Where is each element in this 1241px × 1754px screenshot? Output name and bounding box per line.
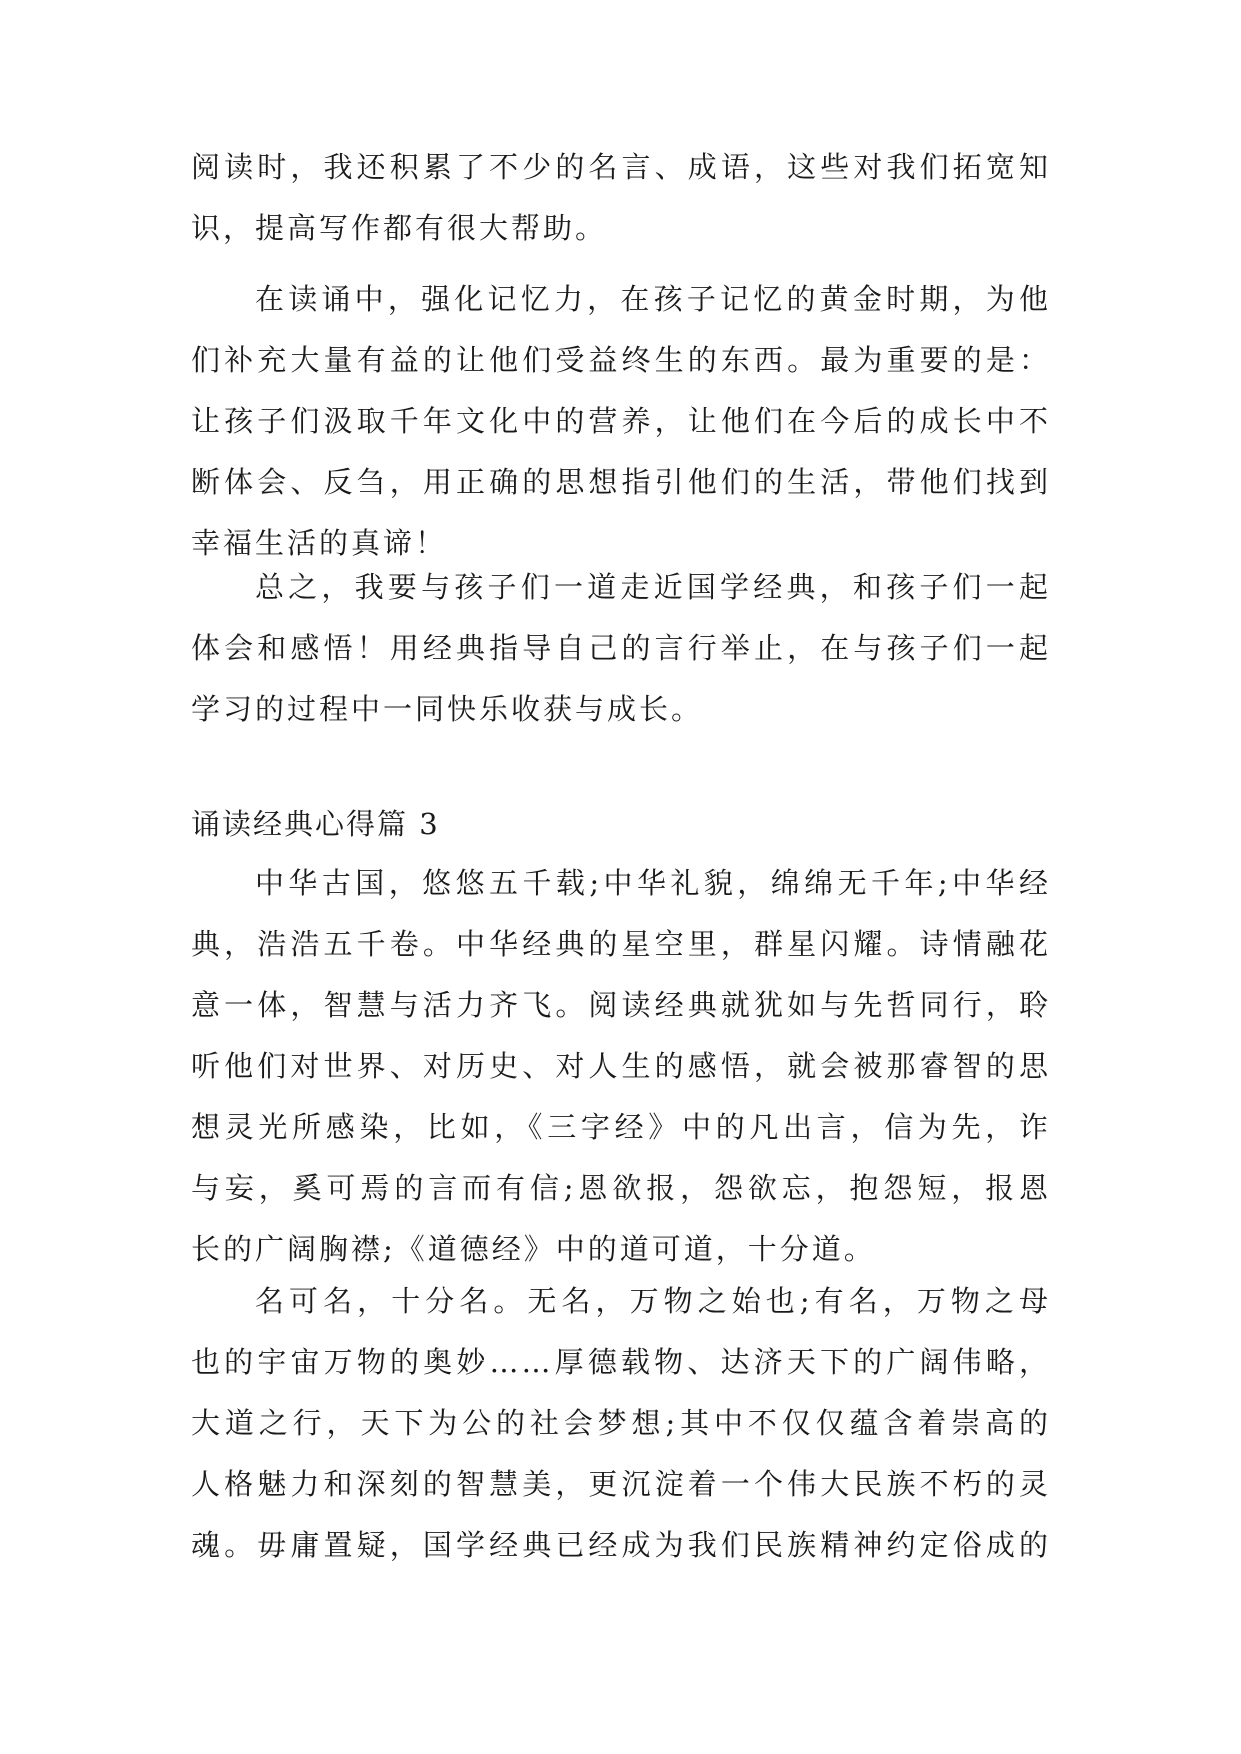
paragraph-line: 断体会、反刍，用正确的思想指引他们的生活，带他们找到 <box>191 465 1051 499</box>
paragraph-line: 听他们对世界、对历史、对人生的感悟，就会被那睿智的思 <box>191 1049 1051 1083</box>
paragraph-1 <box>191 152 1051 243</box>
paragraph-line: 中华古国，悠悠五千载;中华礼貌，绵绵无千年;中华经 <box>255 866 1051 900</box>
paragraph-line: 意一体，智慧与活力齐飞。阅读经典就犹如与先哲同行，聆 <box>191 988 1051 1022</box>
paragraph-line: 也的宇宙万物的奥妙……厚德载物、达济天下的广阔伟略， <box>191 1345 1051 1379</box>
paragraph-line: 名可名，十分名。无名，万物之始也;有名，万物之母 <box>255 1284 1051 1318</box>
paragraph-line: 与妄，奚可焉的言而有信;恩欲报，怨欲忘，抱怨短，报恩 <box>191 1171 1051 1205</box>
paragraph-line: 想灵光所感染，比如，《三字经》中的凡出言，信为先，诈 <box>191 1110 1051 1144</box>
paragraph-line: 魂。毋庸置疑，国学经典已经成为我们民族精神约定俗成的 <box>191 1528 1051 1562</box>
paragraph-3 <box>191 572 1051 724</box>
paragraph-line: 人格魅力和深刻的智慧美，更沉淀着一个伟大民族不朽的灵 <box>191 1467 1051 1501</box>
paragraph-2 <box>191 284 1051 558</box>
paragraph-line: 在读诵中，强化记忆力，在孩子记忆的黄金时期，为他 <box>255 282 1051 316</box>
paragraph-line: 们补充大量有益的让他们受益终生的东西。最为重要的是： <box>191 343 1051 377</box>
section-heading: 诵读经典心得篇 3 <box>191 807 440 841</box>
paragraph-line: 学习的过程中一同快乐收获与成长。 <box>191 692 704 726</box>
paragraph-line: 让孩子们汲取千年文化中的营养，让他们在今后的成长中不 <box>191 404 1051 438</box>
paragraph-5 <box>191 1286 1051 1560</box>
paragraph-4 <box>191 868 1051 1264</box>
paragraph-line: 典，浩浩五千卷。中华经典的星空里，群星闪耀。诗情融花 <box>191 927 1051 961</box>
paragraph-line: 长的广阔胸襟;《道德经》中的道可道，十分道。 <box>191 1232 876 1266</box>
paragraph-line: 阅读时，我还积累了不少的名言、成语，这些对我们拓宽知 <box>191 150 1051 184</box>
paragraph-line: 识，提高写作都有很大帮助。 <box>191 211 608 245</box>
paragraph-line: 幸福生活的真谛！ <box>191 526 448 560</box>
paragraph-line: 大道之行，天下为公的社会梦想;其中不仅仅蕴含着崇高的 <box>191 1406 1051 1440</box>
paragraph-line: 总之，我要与孩子们一道走近国学经典，和孩子们一起 <box>255 570 1051 604</box>
paragraph-line: 体会和感悟！用经典指导自己的言行举止，在与孩子们一起 <box>191 631 1051 665</box>
